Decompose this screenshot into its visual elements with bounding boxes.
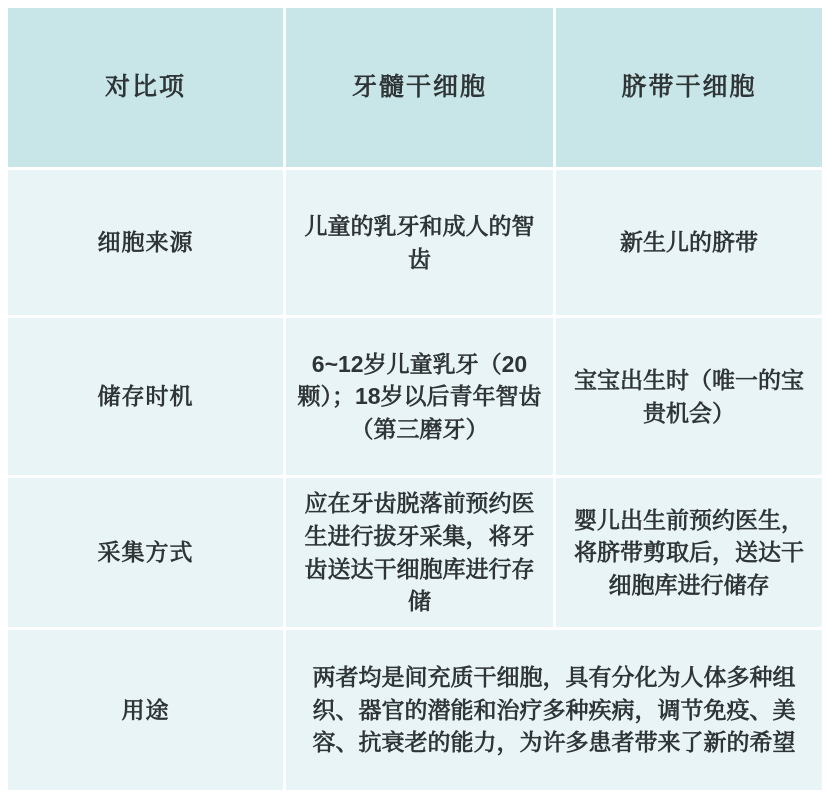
- cell-cord-source: 新生儿的脐带: [555, 169, 824, 317]
- column-header-item: 对比项: [7, 7, 285, 169]
- cell-shared-use: 两者均是间充质干细胞，具有分化为人体多种组织、器官的潜能和治疗多种疾病，调节免疫、美容、抗衰老的能力，为许多患者带来了新的希望: [285, 629, 824, 792]
- table-header: [7, 7, 824, 169]
- table-row: [7, 629, 824, 792]
- cell-dental-timing: 6~12岁儿童乳牙（20颗）；18岁以后青年智齿（第三磨牙）: [285, 317, 555, 477]
- table-header-row: [7, 7, 824, 169]
- cell-dental-collection: 应在牙齿脱落前预约医生进行拔牙采集，将牙齿送达干细胞库进行存储: [285, 477, 555, 629]
- column-header-dental: 牙髓干细胞: [285, 7, 555, 169]
- comparison-table: [5, 5, 825, 793]
- cell-cord-timing: 宝宝出生时（唯一的宝贵机会）: [555, 317, 824, 477]
- column-header-cord: 脐带干细胞: [555, 7, 824, 169]
- table-row: [7, 169, 824, 317]
- row-label-cell-collection: 采集方式: [7, 477, 285, 629]
- table-row: [7, 477, 824, 629]
- row-label-cell-use: 用途: [7, 629, 285, 792]
- row-label-cell-timing: 储存时机: [7, 317, 285, 477]
- cell-dental-source: 儿童的乳牙和成人的智齿: [285, 169, 555, 317]
- table-row: [7, 317, 824, 477]
- row-label-cell-source: 细胞来源: [7, 169, 285, 317]
- cell-cord-collection: 婴儿出生前预约医生，将脐带剪取后，送达干细胞库进行储存: [555, 477, 824, 629]
- table-body: [7, 169, 824, 792]
